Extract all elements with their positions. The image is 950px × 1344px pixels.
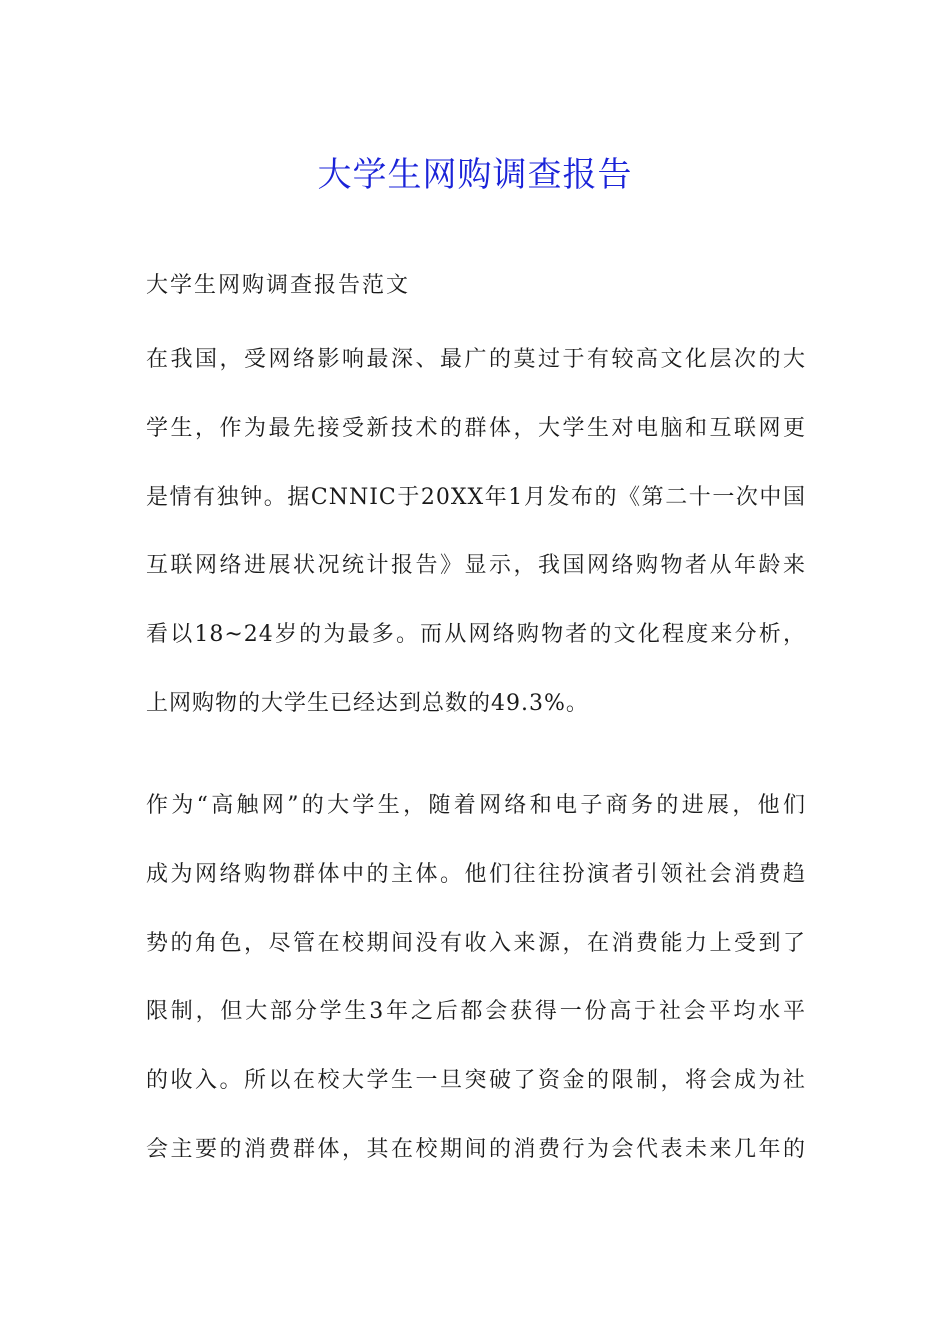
paragraph-line: 限制，但大部分学生3年之后都会获得一份高于社会平均水平 bbox=[146, 999, 806, 1025]
paragraph-line: 的收入。所以在校大学生一旦突破了资金的限制，将会成为社 bbox=[146, 1068, 806, 1094]
paragraph-line: 互联网络进展状况统计报告》显示，我国网络购物者从年龄来 bbox=[146, 553, 806, 579]
paragraph-1 bbox=[146, 342, 806, 755]
paragraph-line: 看以18~24岁的为最多。而从网络购物者的文化程度来分析， bbox=[146, 622, 806, 648]
paragraph-line: 作为“高触网”的大学生，随着网络和电子商务的进展，他们 bbox=[146, 793, 806, 818]
paragraph-line: 成为网络购物群体中的主体。他们往往扮演者引领社会消费趋 bbox=[146, 861, 806, 887]
paragraph-2 bbox=[146, 788, 806, 1201]
paragraph-line: 是情有独钟。据CNNIC于20XX年1月发布的《第二十一次中国 bbox=[146, 484, 806, 510]
paragraph-line: 上网购物的大学生已经达到总数的49.3%。 bbox=[146, 690, 589, 716]
paragraph-line: 在我国，受网络影响最深、最广的莫过于有较高文化层次的大 bbox=[146, 347, 806, 372]
paragraph-line: 学生，作为最先接受新技术的群体，大学生对电脑和互联网更 bbox=[146, 415, 806, 441]
document-title: 大学生网购调查报告 bbox=[317, 154, 633, 195]
paragraph-line: 会主要的消费群体，其在校期间的消费行为会代表未来几年的 bbox=[146, 1136, 806, 1162]
document-subtitle: 大学生网购调查报告范文 bbox=[146, 273, 411, 298]
paragraph-line: 势的角色，尽管在校期间没有收入来源，在消费能力上受到了 bbox=[146, 930, 806, 956]
